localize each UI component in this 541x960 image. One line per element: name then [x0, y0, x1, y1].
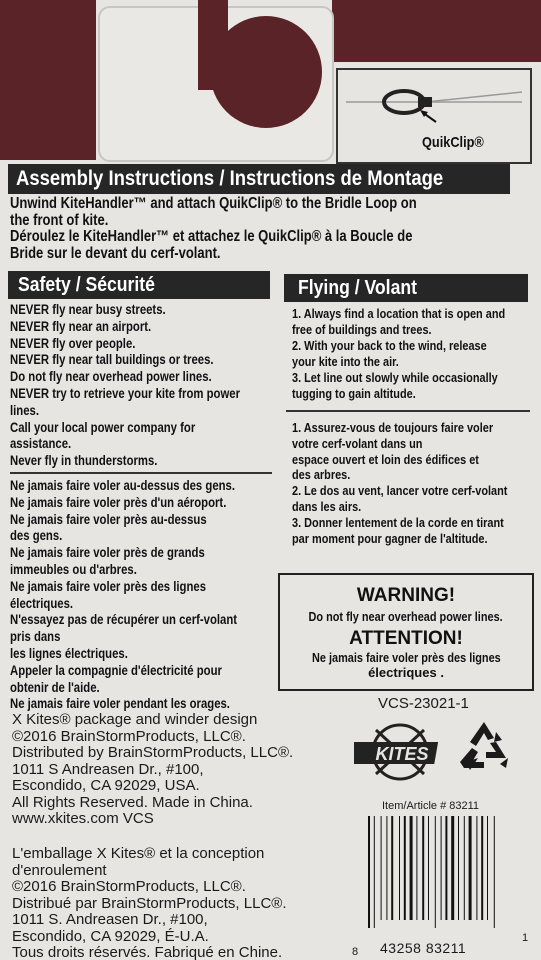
- barcode-bar: [374, 816, 375, 928]
- flying-english: 1. Always find a location that is open and free of buildings and trees. 2. With your back to the wind, release your kite into the air. 3. Let line out slowly while occasionally tugging to gain altitude.: [292, 306, 506, 401]
- barcode-bar: [476, 816, 477, 920]
- barcode-bar: [404, 816, 406, 920]
- flying-french: 1. Assurez-vous de toujours faire voler votre cerf-volant dans un espace ouvert et loin des édifices et des arbres. 2. Le dos au vent, lancer votre cerf-volant dans les airs. 3. Donner lentement de la corde en tirant par moment pour gagner de l'altitude.: [292, 420, 508, 546]
- safety-french: Ne jamais faire voler au-dessus des gens. Ne jamais faire voler près d'un aéroport. Ne jamais faire voler près au-dessus des gens. Ne jamais faire voler près de grands immeubles ou d'arbres. Ne jamais faire voler près des lignes électriques. N'essayez pas de récupérer un cerf-volant pris dans les lignes électriques. Appeler la compagnie d'électricité pour obtenir de l'aide. Ne jamais faire voler pendant les orages.: [10, 478, 238, 712]
- barcode-bar: [368, 816, 370, 928]
- legal-french: L'emballage X Kites® et la conception d'enroulement ©2016 BrainStormProducts, LLC®. Distribué par BrainStormProducts, LLC®. 1011 S. Andreasen Dr., #100, Escondido, CA 92029, É-U.A. Tous droits réservés. Fabriqué en Chine.: [12, 845, 287, 960]
- barcode-bar: [381, 816, 382, 920]
- barcode-bar: [487, 816, 488, 920]
- safety-divider: [10, 472, 272, 474]
- barcode-digit-left: 8: [352, 946, 359, 958]
- barcode-bar: [386, 816, 387, 920]
- barcode-bar: [469, 816, 472, 920]
- flying-heading: Flying / Volant: [284, 274, 528, 302]
- warning-box: [278, 573, 534, 691]
- barcode-bar: [481, 816, 483, 920]
- svg-text:KITES: KITES: [375, 744, 429, 764]
- recycle-icon: [456, 718, 512, 772]
- quikclip-clip-icon: [346, 80, 522, 140]
- barcode-bar: [464, 816, 465, 920]
- hang-hole: [210, 16, 322, 128]
- quikclip-illustration: [336, 68, 532, 164]
- barcode-bars: [366, 816, 516, 928]
- x-kites-logo: [354, 720, 446, 784]
- barcode-bar: [422, 816, 424, 920]
- warning-title: WARNING!: [356, 585, 456, 606]
- barcode-bar: [494, 816, 495, 928]
- item-number: Item/Article # 83211: [382, 800, 480, 812]
- barcode-bar: [428, 816, 429, 920]
- safety-english: NEVER fly near busy streets. NEVER fly near an airport. NEVER fly over people. NEVER fly near tall buildings or trees. Do not fly near overhead power lines. NEVER try to retrieve your kite from power lines. Call your local power company for assistance. Never fly in thunderstorms.: [10, 302, 241, 469]
- warning-text: Do not fly near overhead power lines.: [308, 609, 504, 624]
- flying-divider: [286, 410, 530, 412]
- barcode-bar: [391, 816, 393, 920]
- background-right: [332, 0, 541, 62]
- barcode-digits: 43258 83211: [380, 940, 467, 956]
- barcode-bar: [399, 816, 400, 920]
- assembly-heading: Assembly Instructions / Instructions de Montage: [8, 164, 510, 194]
- attention-title: ATTENTION!: [349, 628, 463, 649]
- background-left: [0, 0, 96, 160]
- legal-english: X Kites® package and winder design ©2016 BrainStormProducts, LLC®. Distributed by BrainStormProducts, LLC®. 1011 S Andreasen Dr., #100, Escondido, CA 92029, USA. All Rights Reserved. Made in China. www.xkites.com VCS: [12, 711, 294, 827]
- product-code: VCS-23021-1: [378, 695, 469, 712]
- assembly-instructions: Unwind KiteHandler™ and attach QuikClip® to the Bridle Loop on the front of kite. Déroulez le KiteHandler™ et attachez le QuikClip® à la Boucle de Bride sur le devant du cerf-volant.: [10, 195, 417, 262]
- barcode-bar: [441, 816, 442, 920]
- quikclip-label: QuikClip®: [422, 134, 484, 151]
- barcode-bar: [410, 816, 413, 920]
- barcode-digit-right: 1: [522, 932, 529, 944]
- attention-text-1: Ne jamais faire voler près des lignes: [311, 650, 501, 665]
- barcode-bar: [435, 816, 436, 928]
- barcode-bar: [451, 816, 454, 920]
- barcode: [366, 816, 526, 936]
- attention-text-2: électriques .: [368, 665, 444, 680]
- barcode-bar: [458, 816, 459, 920]
- safety-heading: Safety / Sécurité: [8, 271, 270, 299]
- barcode-bar: [416, 816, 417, 920]
- barcode-bar: [445, 816, 447, 920]
